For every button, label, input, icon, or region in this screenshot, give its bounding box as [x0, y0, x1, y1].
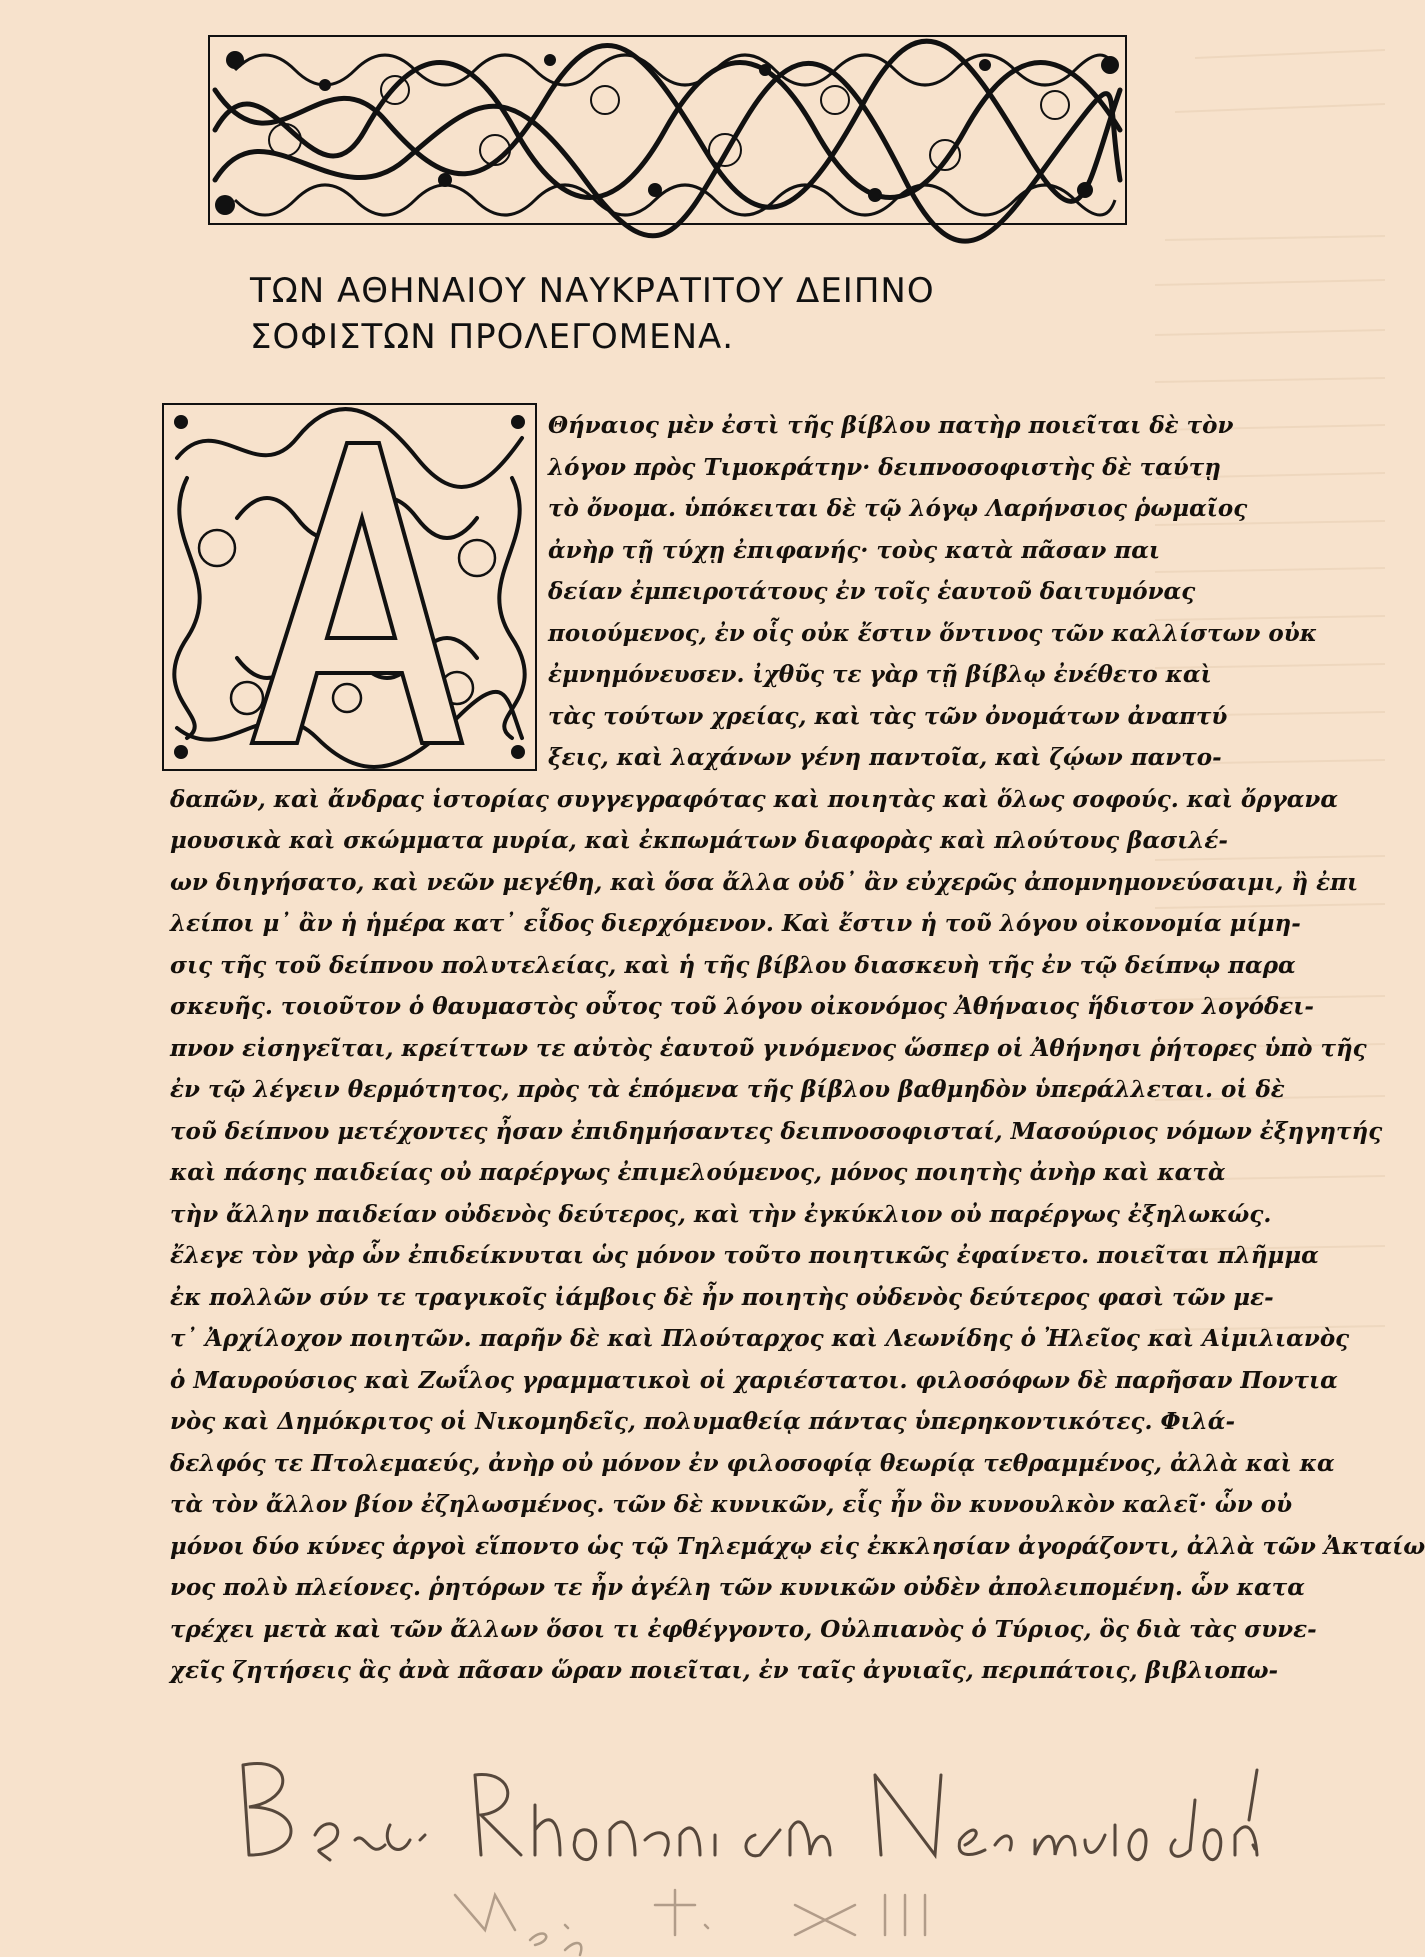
text-line: λείποι μ᾽ ἂν ἡ ἡμέρα κατ᾽ εἶδος διερχόμενον. Καὶ ἔστιν ἡ τοῦ λόγου οἰκονομία μίμη-: [170, 910, 1301, 937]
body-text: [170, 405, 1425, 1692]
text-line: τρέχει μετὰ καὶ τῶν ἄλλων ὅσοι τι ἐφθέγγοντο, Οὐλπιανὸς ὁ Τύριος, ὃς διὰ τὰς συνε-: [170, 1615, 1317, 1643]
inscription-line-3: [261, 1745, 265, 1746]
text-line: σκευῆς. τοιοῦτον ὁ θαυμαστὸς οὗτος τοῦ λόγου οἰκονόμος Ἀθήναιος ἥδιστον λογόδει-: [170, 993, 1314, 1020]
inscription-line-1: [235, 1745, 256, 1746]
text-line: μουσικὰ καὶ σκώμματα μυρία, καὶ ἐκπωμάτων διαφορὰς καὶ πλούτους βασιλέ-: [170, 827, 1228, 854]
title-line-1: ΤΩΝ ΑΘΗΝΑΙΟΥ ΝΑΥΚΡΑΤΙΤΟΥ ΔΕΙΠΝΟ: [250, 271, 935, 311]
text-line: λόγον πρὸς Τιμοκράτην· δειπνοσοφιστὴς δὲ ταύτῃ: [548, 453, 1221, 481]
title-line-2: ΣΟΦΙΣΤΩΝ ΠΡΟΛΕΓΟΜΕΝΑ.: [250, 317, 735, 357]
text-line: ἐκ πολλῶν σύν τε τραγικοῖς ἰάμβοις δὲ ἦν ποιητὴς οὐδενὸς δεύτερος φασὶ τῶν με-: [170, 1283, 1274, 1311]
text-line: πνον εἰσηγεῖται, κρείττων τε αὐτὸς ἑαυτοῦ γινόμενος ὥσπερ οἱ Ἀθήνησι ῥήτορες ὑπὸ τῆς: [170, 1034, 1367, 1062]
text-line: τ᾽ Ἀρχίλοχον ποιητῶν. παρῆν δὲ καὶ Πλούταρχος καὶ Λεωνίδης ὁ Ἠλεῖος καὶ Αἰμιλιανὸς: [170, 1325, 1350, 1352]
text-line: ὁ Μαυρούσιος καὶ Ζωΐλος γραμματικοὶ οἱ χαριέστατοι. φιλοσόφων δὲ παρῆσαν Ποντια: [170, 1366, 1338, 1394]
text-line: δείαν ἐμπειροτάτους ἐν τοῖς ἑαυτοῦ δαιτυμόνας: [548, 578, 1196, 605]
text-line: ἔλεγε τὸν γὰρ ὧν ἐπιδείκνυται ὡς μόνον τοῦτο ποιητικῶς ἐφαίνετο. ποιεῖται πλῆμμα: [170, 1242, 1319, 1269]
text-line: τὸ ὄνομα. ὑπόκειται δὲ τῷ λόγῳ Λαρήνσιος ῥωμαῖος: [548, 495, 1248, 522]
text-line: χεῖς ζητήσεις ἃς ἀνὰ πᾶσαν ὥραν ποιεῖται, ἐν ταῖς ἀγυιαῖς, περιπάτοις, βιβλιοπω-: [170, 1657, 1279, 1684]
handwritten-inscription: [235, 1745, 1265, 1955]
text-line: ἀνὴρ τῇ τύχῃ ἐπιφανής· τοὺς κατὰ πᾶσαν παι: [548, 536, 1161, 564]
work-title: [250, 268, 1150, 360]
text-line: καὶ πάσης παιδείας οὐ παρέργως ἐπιμελούμενος, μόνος ποιητὴς ἀνὴρ καὶ κατὰ: [170, 1159, 1226, 1186]
ornamental-header-band: [205, 30, 1130, 230]
text-line: δελφός τε Πτολεμαεύς, ἀνὴρ οὐ μόνον ἐν φιλοσοφίᾳ θεωρίᾳ τεθραμμένος, ἀλλὰ καὶ κα: [170, 1449, 1335, 1477]
text-line: σις τῆς τοῦ δείπνου πολυτελείας, καὶ ἡ τῆς βίβλου διασκευὴ τῆς ἐν τῷ δείπνῳ παρα: [170, 951, 1296, 979]
text-line: Θήναιος μὲν ἐστὶ τῆς βίβλου πατὴρ ποιεῖται δὲ τὸν: [548, 412, 1234, 439]
text-line: τοῦ δείπνου μετέχοντες ἦσαν ἐπιδημήσαντες δειπνοσοφισταί, Μασούριος νόμων ἐξηγητής: [170, 1117, 1383, 1145]
text-line: νος πολὺ πλείονες. ῥητόρων τε ἦν ἀγέλη τῶν κυνικῶν οὐδὲν ἀπολειπομένη. ὧν κατα: [170, 1574, 1305, 1601]
text-line: ἐν τῷ λέγειν θερμότητος, πρὸς τὰ ἑπόμενα τῆς βίβλου βαθμηδὸν ὑπεράλλεται. οἱ δὲ: [170, 1076, 1285, 1103]
text-line: ἐμνημόνευσεν. ἰχθῦς τε γὰρ τῇ βίβλῳ ἐνέθετο καὶ: [548, 661, 1212, 688]
text-line: ποιούμενος, ἐν οἷς οὐκ ἔστιν ὅντινος τῶν καλλίστων οὐκ: [548, 619, 1317, 647]
text-line: ων διηγήσατο, καὶ νεῶν μεγέθη, καὶ ὅσα ἄλλα οὐδ᾽ ἂν εὐχερῶς ἀπομνημονεύσαιμι, ἢ ἐπι: [170, 868, 1359, 896]
text-line: νὸς καὶ Δημόκριτος οἱ Νικομηδεῖς, πολυμαθείᾳ πάντας ὑπερηκοντικότες. Φιλά-: [170, 1408, 1236, 1435]
text-line: δαπῶν, καὶ ἄνδρας ἱστορίας συγγεγραφότας καὶ ποιητὰς καὶ ὅλως σοφούς. καὶ ὄργανα: [170, 785, 1339, 813]
text-line: τὰ τὸν ἄλλον βίον ἐζηλωσμένος. τῶν δὲ κυνικῶν, εἷς ἦν ὃν κυνουλκὸν καλεῖ· ὧν οὐ: [170, 1491, 1293, 1518]
text-line: μόνοι δύο κύνες ἀργοὶ εἵποντο ὡς τῷ Τηλεμάχῳ εἰς ἐκκλησίαν ἀγοράζοντι, ἀλλὰ τῶν Ἀκταίω: [170, 1532, 1425, 1560]
text-line: τὴν ἄλλην παιδείαν οὐδενὸς δεύτερος, καὶ τὴν ἐγκύκλιον οὐ παρέργως ἐξηλωκώς.: [170, 1200, 1272, 1228]
text-line: τὰς τούτων χρείας, καὶ τὰς τῶν ὀνομάτων ἀναπτύ: [548, 702, 1228, 730]
text-line: ξεις, καὶ λαχάνων γένη παντοῖα, καὶ ζῴων παντο-: [548, 744, 1222, 771]
